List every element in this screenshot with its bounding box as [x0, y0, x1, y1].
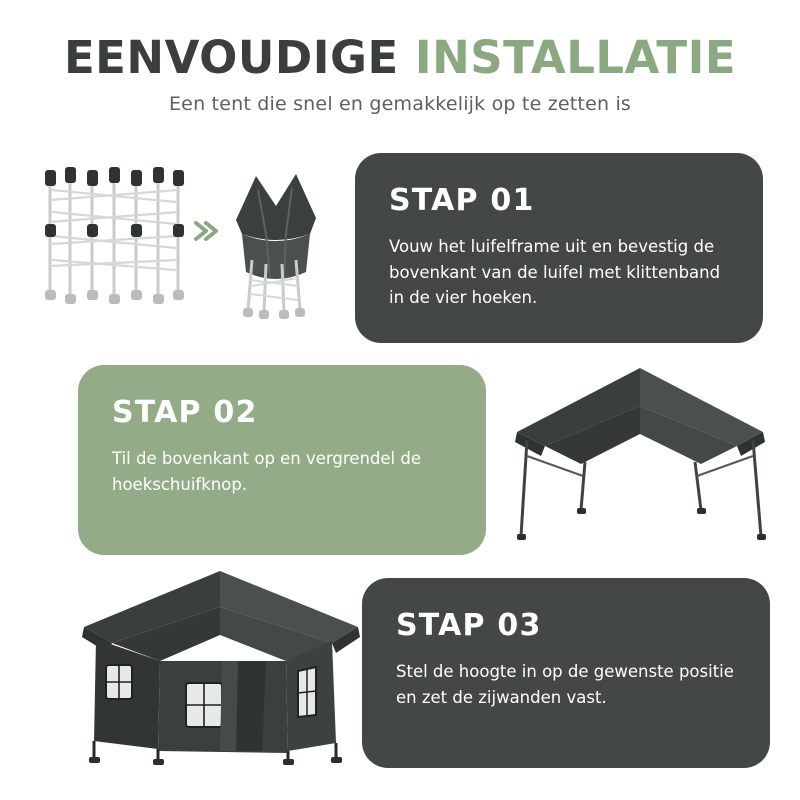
step-2-label: STAP 02 — [112, 395, 258, 430]
step-1-text: Vouw het luifelframe uit en bevestig de bovenkant van de luifel met klittenband in de vier hoeken. — [389, 237, 721, 308]
step-3-text: Stel de hoogte in op de gewenste positie en zet de zijwanden vast. — [396, 662, 734, 707]
illustration-open-gazebo-no-walls — [505, 360, 780, 560]
illustration-folded-frame-and-canopy — [30, 160, 340, 335]
step-1-label: STAP 01 — [389, 183, 535, 218]
step-card-1 — [355, 153, 763, 343]
double-chevron-right-icon — [188, 215, 220, 247]
page-title-part2: INSTALLATIE — [414, 31, 737, 84]
step-2-text: Til de bovenkant op en vergrendel de hoekschuifknop. — [112, 449, 422, 494]
page-title-part1: EENVOUDIGE — [63, 31, 415, 84]
step-3-label: STAP 03 — [396, 608, 542, 643]
step-card-2 — [78, 365, 486, 555]
step-card-3 — [362, 578, 770, 768]
page-header — [0, 0, 800, 115]
page-title — [0, 31, 800, 84]
illustration-gazebo-with-side-walls — [70, 565, 370, 775]
page-subtitle: Een tent die snel en gemakkelijk op te zetten is — [168, 93, 632, 116]
